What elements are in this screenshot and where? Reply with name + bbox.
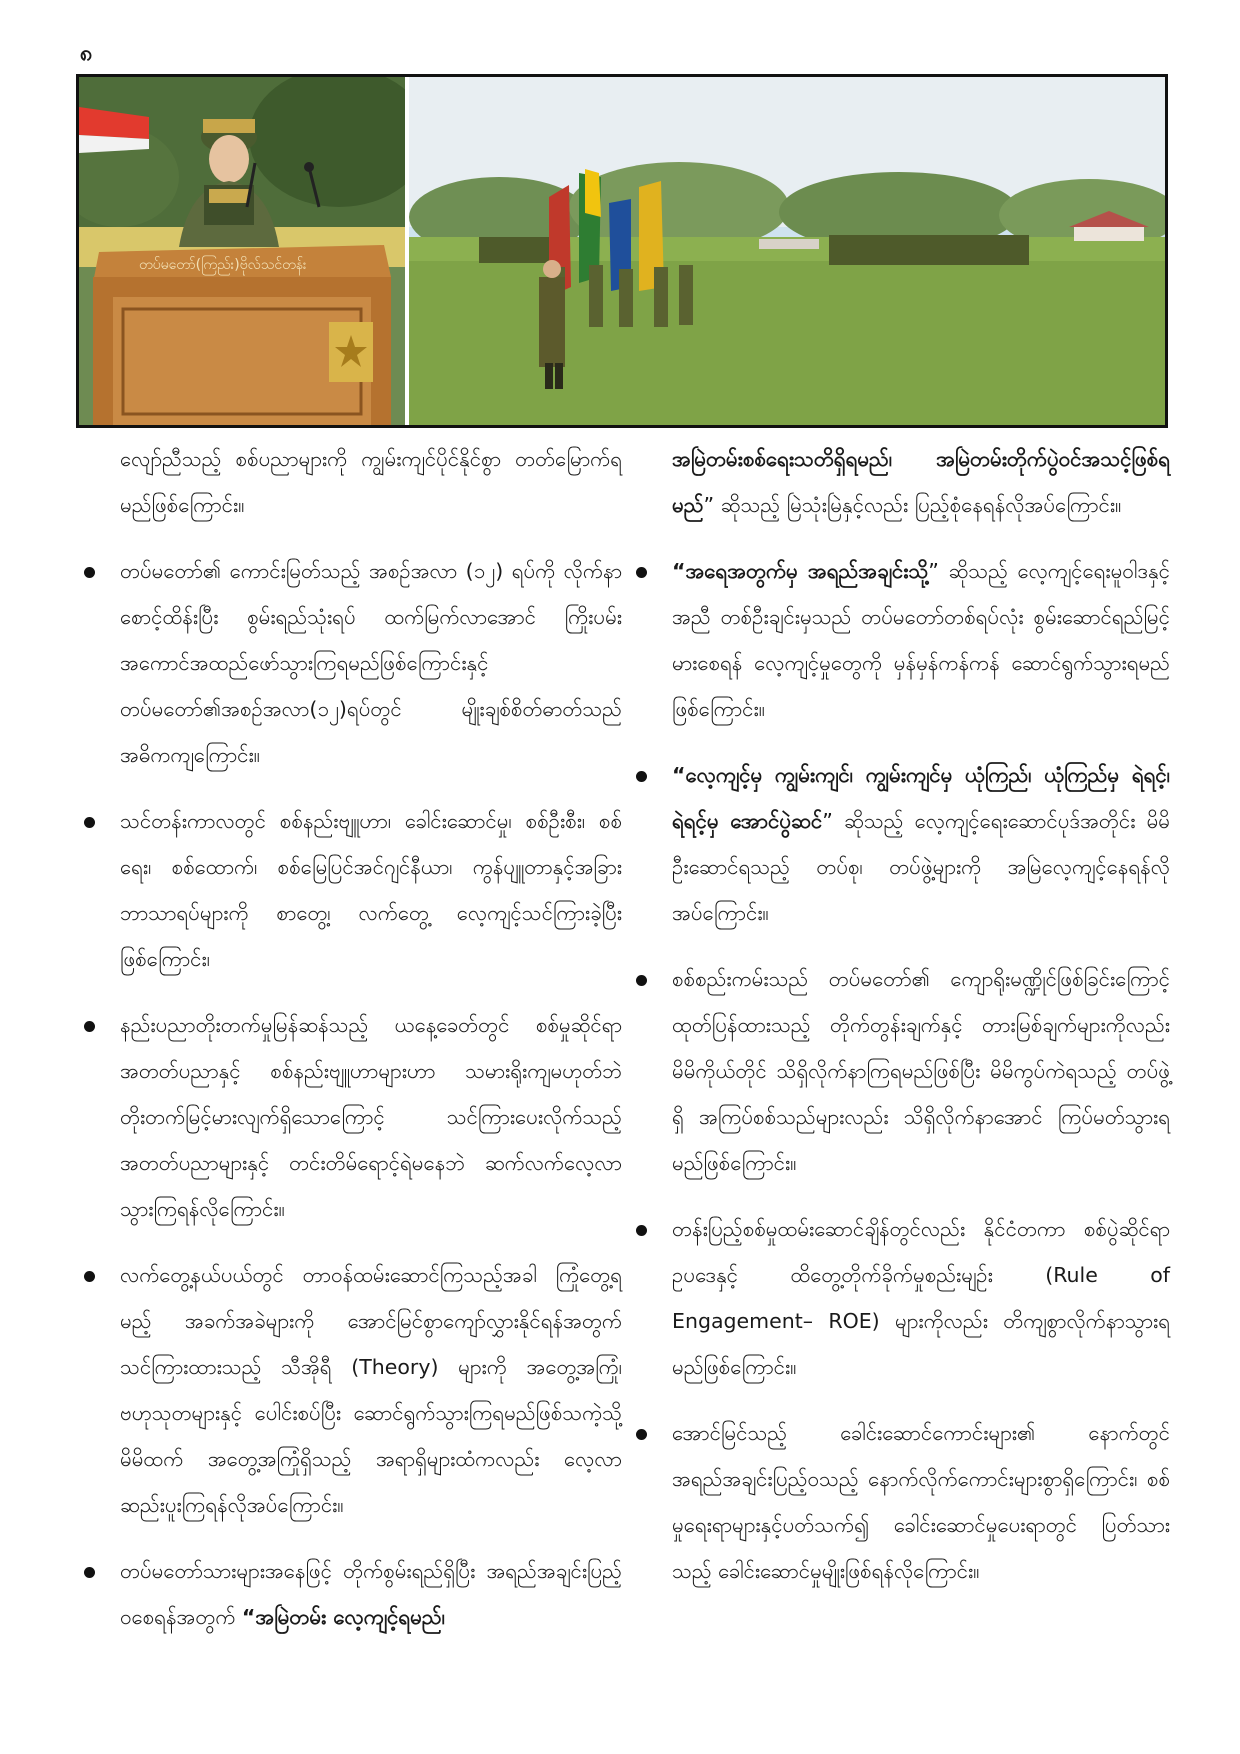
bullet-icon	[84, 567, 95, 578]
bullet-icon	[84, 1271, 95, 1282]
bullet-icon	[84, 817, 95, 828]
list-item	[634, 1410, 1170, 1594]
photo-left-podium	[79, 77, 429, 425]
paragraph-text	[120, 1548, 622, 1640]
paragraph-text: တန်းပြည့်စစ်မှုထမ်းဆောင်ချိန်တွင်လည်း နိုင်ငံတကာ စစ်ပွဲဆိုင်ရာဥပဒေနှင့် ထိတွေ့တိုက်ခိုက်မှုစည်းမျဉ်း (Rule of Engagement– ROE) များကိုလည်း တိကျစွာလိုက်နာသွားရမည်ဖြစ်ကြောင်း။	[672, 1217, 1170, 1379]
paragraph-text: စစ်စည်းကမ်းသည် တပ်မတော်၏ ကျောရိုးမဏ္ဍိုင်ဖြစ်ခြင်းကြောင့် ထုတ်ပြန်ထားသည့် တိုက်တွန်းချက်နှင့် တားမြစ်ချက်များကိုလည်း မိမိကိုယ်တိုင် သိရှိလိုက်နာကြရမည်ဖြစ်ပြီး မိမိကွပ်ကဲရသည့် တပ်ဖွဲ့ရှိ အကြပ်စစ်သည်များလည်း သိရှိလိုက်နာအောင် ကြပ်မတ်သွားရမည်ဖြစ်ကြောင်း။	[672, 967, 1170, 1175]
photo-banner	[76, 74, 1168, 428]
bullet-icon	[636, 1429, 647, 1440]
list-item	[634, 436, 1170, 528]
list-item	[634, 956, 1170, 1186]
bullet-icon	[636, 771, 647, 782]
paragraph-text: သင်တန်းကာလတွင် စစ်နည်းဗျူဟာ၊ ခေါင်းဆောင်မှု၊ စစ်ဦးစီး၊ စစ်ရေး၊ စစ်ထောက်၊ စစ်မြေပြင်အင်ဂျင်နီယာ၊ ကွန်ပျူတာနှင့်အခြားဘာသာရပ်များကို စာတွေ့၊ လက်တွေ့ လေ့ကျင့်သင်ကြားခဲ့ပြီးဖြစ်ကြောင်း၊	[120, 809, 622, 971]
paragraph-emphasis: “လေ့ကျင့်မှ ကျွမ်းကျင်၊ ကျွမ်းကျင်မှ ယုံကြည်၊ ယုံကြည်မှ ရဲရင့်၊ ရဲရင့်မှ အောင်ပွဲဆင်	[672, 763, 1170, 833]
paragraph-text	[672, 548, 1170, 732]
page-number: ၈	[80, 41, 93, 66]
bullet-icon	[636, 567, 647, 578]
list-item	[82, 548, 622, 778]
list-item	[82, 436, 622, 528]
paragraph-emphasis: “အရေအတွက်မှ အရည်အချင်းသို့	[672, 559, 929, 583]
paragraph-text	[672, 436, 1170, 528]
paragraph-text	[672, 752, 1170, 936]
list-item	[82, 1002, 622, 1232]
paragraph-text: တပ်မတော်၏ ကောင်းမြတ်သည့် အစဉ်အလာ (၁၂) ရပ်ကို လိုက်နာစောင့်ထိန်းပြီး စွမ်းရည်သုံးရပ် ထက်မြက်လာအောင် ကြိုးပမ်းအကောင်အထည်ဖော်သွားကြရမည်ဖြစ်ကြောင်းနှင့် တပ်မတော်၏အစဉ်အလာ(၁၂)ရပ်တွင် မျိုးချစ်စိတ်ဓာတ်သည် အဓိကကျကြောင်း။	[120, 559, 622, 767]
list-item	[82, 1252, 622, 1528]
list-item	[82, 1548, 622, 1640]
paragraph-text: လျော်ညီသည့် စစ်ပညာများကို ကျွမ်းကျင်ပိုင်နိုင်စွာ တတ်မြောက်ရမည်ဖြစ်ကြောင်း။	[120, 447, 622, 517]
paragraph-text: နည်းပညာတိုးတက်မှုမြန်ဆန်သည့် ယနေ့ခေတ်တွင် စစ်မှုဆိုင်ရာအတတ်ပညာနှင့် စစ်နည်းဗျူဟာများဟာ သမားရိုးကျမဟုတ်ဘဲ တိုးတက်မြင့်မားလျက်ရှိသောကြောင့် သင်ကြားပေးလိုက်သည့် အတတ်ပညာများနှင့် တင်းတိမ်ရောင့်ရဲမနေဘဲ ဆက်လက်လေ့လာသွားကြရန်လိုကြောင်း။	[120, 1013, 622, 1221]
list-item	[82, 798, 622, 982]
bullet-icon	[636, 975, 647, 986]
bullet-icon	[636, 1225, 647, 1236]
podium-text: တပ်မတော်(ကြည်း)ဗိုလ်သင်တန်း	[139, 257, 307, 273]
list-item	[634, 752, 1170, 936]
paragraph-tail: ” ဆိုသည့် လေ့ကျင့်ရေးမူဝါဒနှင့်အညီ တစ်ဦးချင်းမှသည် တပ်မတော်တစ်ရပ်လုံး စွမ်းဆောင်ရည်မြင့်မားစေရန် လေ့ကျင့်မှုတွေကို မှန်မှန်ကန်ကန် ဆောင်ရွက်သွားရမည်ဖြစ်ကြောင်း။	[672, 559, 1170, 721]
paragraph-tail: ” ဆိုသည့် လေ့ကျင့်ရေးဆောင်ပုဒ်အတိုင်း မိမိဦးဆောင်ရသည့် တပ်စု၊ တပ်ဖွဲ့များကို အမြဲလေ့ကျင့်နေရန်လိုအပ်ကြောင်း။	[672, 809, 1170, 925]
left-column	[82, 436, 622, 1660]
paragraph-emphasis: “အမြဲတမ်း လေ့ကျင့်ရမည်၊	[241, 1605, 445, 1629]
paragraph-text: လက်တွေ့နယ်ပယ်တွင် တာဝန်ထမ်းဆောင်ကြသည့်အခါ ကြုံတွေ့ရမည့် အခက်အခဲများကို အောင်မြင်စွာကျော်လွှားနိုင်ရန်အတွက် သင်ကြားထားသည့် သီအိုရီ (Theory) များကို အတွေ့အကြုံ၊ ဗဟုသုတများနှင့် ပေါင်းစပ်ပြီး ဆောင်ရွက်သွားကြရမည်ဖြစ်သကဲ့သို့ မိမိထက် အတွေ့အကြုံရှိသည့် အရာရှိများထံကလည်း လေ့လာဆည်းပူးကြရန်လိုအပ်ကြောင်း။	[120, 1263, 622, 1517]
right-column	[634, 436, 1170, 1614]
paragraph-tail: ” ဆိုသည့် မြဲသုံးမြဲနှင့်လည်း ပြည့်စုံနေရန်လိုအပ်ကြောင်း။	[703, 493, 1122, 517]
photo-right-parade	[409, 77, 1165, 425]
bullet-icon	[84, 1567, 95, 1578]
list-item	[634, 548, 1170, 732]
bullet-icon	[84, 1021, 95, 1032]
paragraph-text: အောင်မြင်သည့် ခေါင်းဆောင်ကောင်းများ၏ နောက်တွင် အရည်အချင်းပြည့်ဝသည့် နောက်လိုက်ကောင်းများစွာရှိကြောင်း၊ စစ်မှုရေးရာများနှင့်ပတ်သက်၍ ခေါင်းဆောင်မှုပေးရာတွင် ပြတ်သားသည့် ခေါင်းဆောင်မှုမျိုးဖြစ်ရန်လိုကြောင်း။	[672, 1421, 1170, 1583]
paragraph-emphasis: အမြဲတမ်းစစ်ရေးသတိရှိရမည်၊ အမြဲတမ်းတိုက်ပွဲဝင်အသင့်ဖြစ်ရမည်	[672, 447, 1170, 517]
list-item	[634, 1206, 1170, 1390]
paragraph-lead: တပ်မတော်သားများအနေဖြင့် တိုက်စွမ်းရည်ရှိပြီး အရည်အချင်းပြည့်ဝစေရန်အတွက်	[120, 1559, 622, 1629]
